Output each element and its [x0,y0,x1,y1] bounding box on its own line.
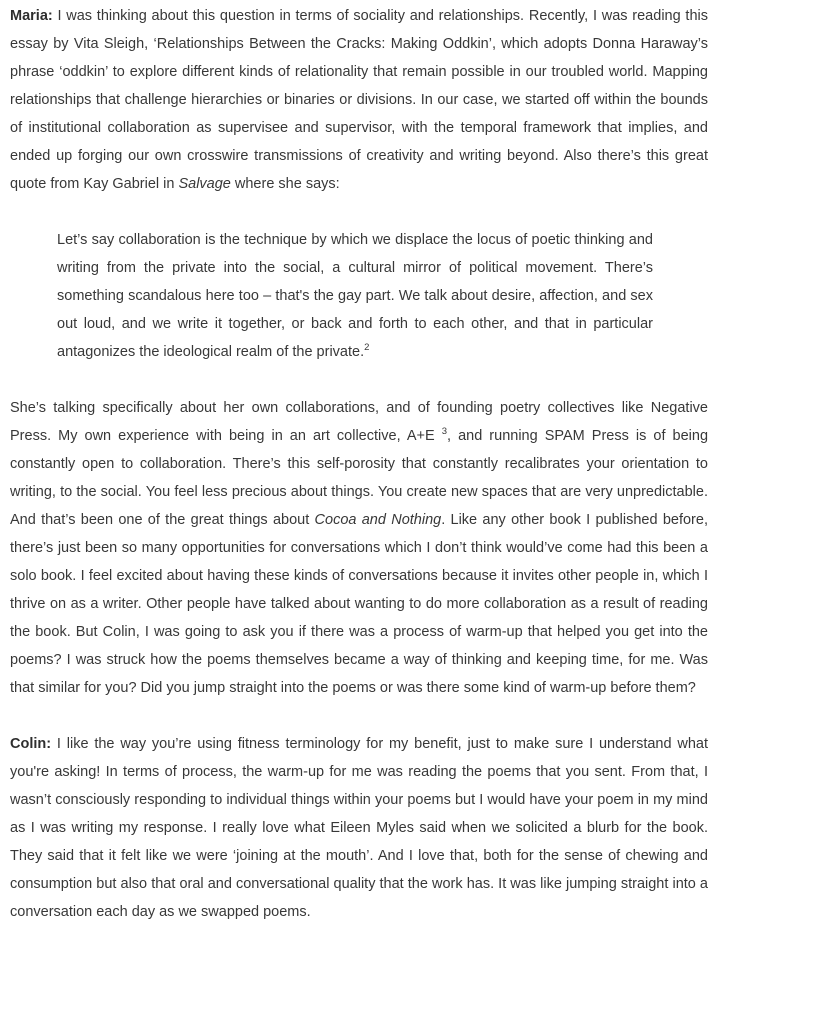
journal-title-salvage: Salvage [178,176,231,192]
speaker-label-colin: Colin: [10,736,52,752]
footnote-reference-2: 2 [364,342,370,354]
paragraph-colin [10,730,708,926]
text-run: I like the way you’re using fitness terminology for my benefit, just to make sure I understand what you're asking! In terms of process, the warm-up for me was reading the poems that you sent. From that, I wasn’t consciously responding to individual things within your poems but I would have your poem in my mind as I was writing my response. I really love what Eileen Myles said when we solicited a blurb for the book. They said that it felt like we were ‘joining at the mouth’. And I love that, both for the sense of chewing and consumption but also that oral and conversational quality that the work has. It was like jumping straight into a conversation each day as we swapped poems. [10,736,708,920]
paragraph-maria [10,2,708,198]
book-title-cocoa-and-nothing: Cocoa and Nothing [314,512,442,528]
text-run: She’s talking specifically about her own collaborations, and of founding poetry collectives like Negative Press. My own experience with being in an art collective, A+E [10,400,708,444]
text-run: I was thinking about this question in terms of sociality and relationships. Recently, I was reading this essay by Vita Sleigh, ‘Relationships Between the Cracks: Making Oddkin’, which adopts Donna Haraway’s phrase ‘oddkin’ to explore different kinds of relationality that remain possible in our troubled world. Mapping relationships that challenge hierarchies or binaries or divisions. In our case, we started off within the bounds of institutional collaboration as supervisee and supervisor, with the temporal framework that implies, and ended up forging our own crosswire transmissions of creativity and writing beyond. Also there’s this great quote from Kay Gabriel in [10,8,708,192]
blockquote-kay-gabriel [57,226,653,366]
text-run: . Like any other book I published before, there’s just been so many opportunities for conversations which I don’t think would’ve come had this been a solo book. I feel excited about having these kinds of conversations because it invites other people in, which I thrive on as a writer. Other people have talked about wanting to do more collaboration as a result of reading the book. But Colin, I was going to ask you if there was a process of warm-up that helped you get into the poems? I was struck how the poems themselves became a way of thinking and keeping time, for me. Was that similar for you? Did you jump straight into the poems or was there some kind of warm-up before them? [10,512,708,696]
document-body [10,2,708,926]
footnote-reference-3: 3 [441,426,447,438]
text-run: where she says: [230,176,340,192]
quote-text: Let’s say collaboration is the technique by which we displace the locus of poetic thinking and writing from the private into the social, a cultural mirror of political movement. There’s something scandalous here too – that's the gay part. We talk about desire, affection, and sex out loud, and we write it together, or back and forth to each other, and that in particular antagonizes the ideological realm of the private. [57,232,653,360]
paragraph-maria-continued [10,394,708,702]
text-run: , and running SPAM Press is of being constantly open to collaboration. There’s this self-porosity that constantly recalibrates your orientation to writing, to the social. You feel less precious about things. You create new spaces that are very unpredictable. And that’s been one of the great things about [10,428,709,528]
speaker-label-maria: Maria: [10,8,53,24]
